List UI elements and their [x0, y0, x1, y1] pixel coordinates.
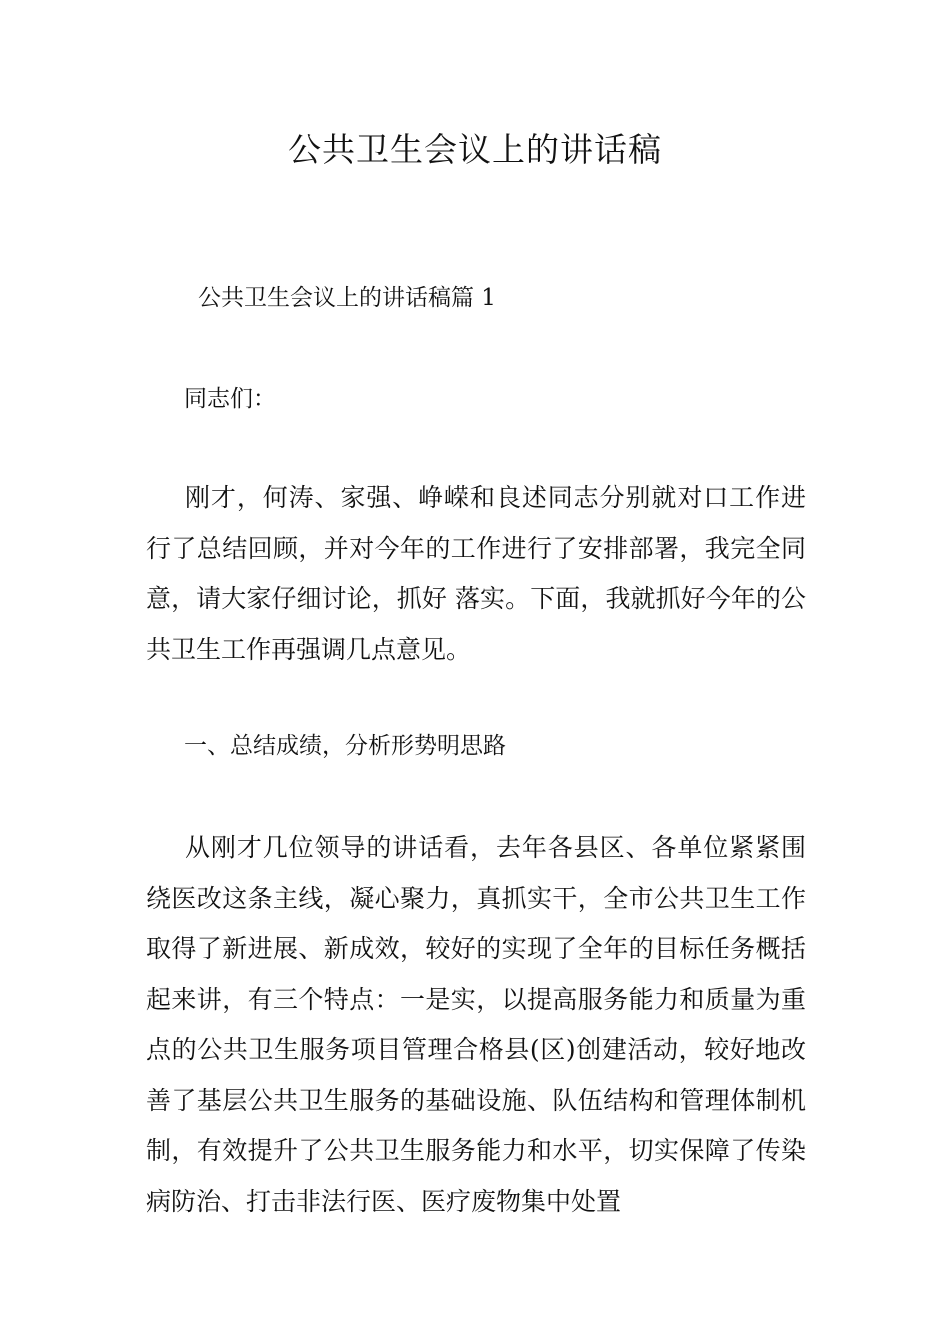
salutation: 同志们：	[184, 386, 276, 412]
document-title: 公共卫生会议上的讲话稿	[288, 130, 662, 169]
paragraph-intro: 刚才，何涛、家强、峥嵘和良述同志分别就对口工作进行了总结回顾，并对今年的工作进行了安排部署，我完全同意，请大家仔细讨论，抓好 落实。下面，我就抓好今年的公共卫生工作再强调几点意见。	[146, 483, 806, 664]
paragraph-body: 从刚才几位领导的讲话看，去年各县区、各单位紧紧围绕医改这条主线，凝心聚力，真抓实干，全市公共卫生工作取得了新进展、新成效，较好的实现了全年的目标任务概括起来讲，有三个特点：一是实，以提高服务能力和质量为重点的公共卫生服务项目管理合格县(区)创建活动，较好地改善了基层公共卫生服务的基础设施、队伍结构和管理体制机制，有效提升了公共卫生服务能力和水平，切实保障了传染病防治、打击非法行医、医疗废物集中处置	[146, 833, 806, 1216]
section-heading: 一、总结成绩，分析形势明思路	[184, 733, 506, 759]
document-subtitle: 公共卫生会议上的讲话稿篇 1	[198, 285, 496, 311]
